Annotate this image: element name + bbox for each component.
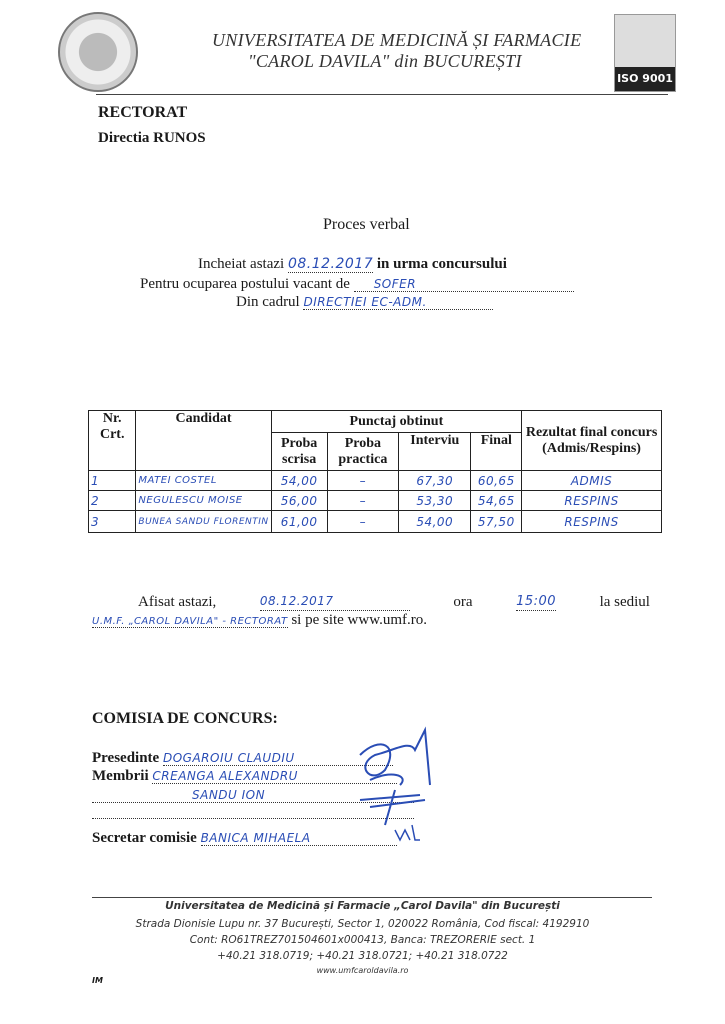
- cell-scrisa: 61,00: [271, 511, 327, 533]
- col-scrisa: Proba scrisa: [271, 433, 327, 471]
- table-row: [89, 511, 662, 533]
- posting-ora: 15:00: [516, 594, 557, 609]
- cell-interviu: 67,30: [399, 471, 471, 491]
- member-2-name: SANDU ION: [92, 788, 414, 803]
- cell-interviu: 53,30: [399, 491, 471, 511]
- footer-bank: Cont: RO61TREZ701504601x000413, Banca: TREZORERIE sect. 1: [189, 934, 536, 946]
- table-row: [89, 491, 662, 511]
- col-final: Final: [471, 433, 522, 471]
- commission-title: COMISIA DE CONCURS:: [92, 710, 278, 727]
- signatures: [340, 725, 450, 845]
- footer-website: www.umfcaroldavila.ro: [316, 966, 409, 975]
- cell-rezultat: ADMIS: [522, 471, 662, 491]
- department-title: RECTORAT: [98, 104, 188, 121]
- intro-line-1: [198, 256, 507, 273]
- footer-divider: [92, 897, 652, 898]
- secretary-signature: [395, 825, 420, 840]
- col-interviu: Interviu: [399, 433, 471, 471]
- intro-dept: DIRECTIEI EC-ADM.: [303, 295, 493, 310]
- col-practica: Proba practica: [327, 433, 398, 471]
- cell-candidat: MATEI COSTEL: [136, 471, 271, 491]
- division-title: Directia RUNOS: [98, 130, 206, 146]
- cell-candidat: NEGULESCU MOISE: [136, 491, 271, 511]
- cell-final: 57,50: [471, 511, 522, 533]
- cell-final: 54,65: [471, 491, 522, 511]
- intro-label-post: Pentru ocuparea postului vacant de: [140, 276, 350, 292]
- intro-line-2: [140, 276, 574, 293]
- cell-nr: 3: [89, 511, 136, 533]
- col-nr: Nr. Crt.: [89, 411, 136, 471]
- intro-label-dept: Din cadrul: [236, 294, 300, 310]
- cell-scrisa: 54,00: [271, 471, 327, 491]
- cell-practica: –: [327, 491, 398, 511]
- results-table: [88, 410, 662, 533]
- document-title: Proces verbal: [323, 216, 410, 233]
- posting-line-2: [92, 612, 427, 629]
- university-seal-logo: [58, 12, 138, 92]
- cell-rezultat: RESPINS: [522, 491, 662, 511]
- col-candidat: Candidat: [136, 411, 271, 471]
- cell-interviu: 54,00: [399, 511, 471, 533]
- posting-date: 08.12.2017: [260, 594, 410, 611]
- posting-sediu-label: la sediul: [599, 594, 650, 610]
- intro-line-3: [236, 294, 493, 311]
- col-rezultat: Rezultat final concurs (Admis/Respins): [522, 411, 662, 471]
- intro-date: 08.12.2017: [287, 256, 374, 272]
- iso-certification-badge: [614, 14, 676, 92]
- footer-line-1: Universitatea de Medicină și Farmacie „Carol Davila" din București: [165, 900, 560, 912]
- iso-badge-label: ISO 9001: [615, 67, 675, 91]
- intro-suffix: in urma concursului: [376, 256, 507, 272]
- cell-candidat: BUNEA SANDU FLORENTIN: [136, 511, 271, 533]
- university-name-line2: "CAROL DAVILA" din BUCUREȘTI: [248, 51, 522, 71]
- cell-final: 60,65: [471, 471, 522, 491]
- president-signature: [360, 730, 430, 785]
- member-signature: [360, 775, 425, 825]
- footer-address: Strada Dionisie Lupu nr. 37 București, Sector 1, 020022 România, Cod fiscal: 4192910: [135, 918, 590, 930]
- footer-phones: +40.21 318.0719; +40.21 318.0721; +40.21 318.0722: [217, 950, 508, 962]
- cell-scrisa: 56,00: [271, 491, 327, 511]
- secretary-name: BANICA MIHAELA: [201, 831, 397, 846]
- cell-practica: –: [327, 511, 398, 533]
- intro-label-date: Incheiat astazi: [198, 256, 285, 272]
- posting-ora-label: ora: [453, 594, 473, 610]
- member-1-name: CREANGA ALEXANDRU: [152, 769, 397, 784]
- header-divider: [96, 94, 668, 95]
- posting-line-1: [138, 594, 650, 611]
- president-label: Presedinte: [92, 750, 160, 766]
- footer-initials: IM: [92, 976, 103, 985]
- posting-label: Afisat astazi,: [138, 594, 217, 610]
- posting-site: si pe site www.umf.ro.: [291, 612, 427, 628]
- table-row: [89, 471, 662, 491]
- university-name-line1: UNIVERSITATEA DE MEDICINĂ ȘI FARMACIE: [212, 30, 582, 50]
- cell-nr: 2: [89, 491, 136, 511]
- col-punctaj: Punctaj obtinut: [271, 411, 522, 433]
- cell-practica: –: [327, 471, 398, 491]
- cell-rezultat: RESPINS: [522, 511, 662, 533]
- president-name: DOGAROIU CLAUDIU: [163, 751, 393, 766]
- secretary-label: Secretar comisie: [92, 830, 197, 846]
- posting-location: U.M.F. „CAROL DAVILA" - RECTORAT: [92, 616, 288, 627]
- cell-nr: 1: [89, 471, 136, 491]
- intro-post: SOFER: [354, 277, 574, 292]
- members-label: Membrii: [92, 768, 149, 784]
